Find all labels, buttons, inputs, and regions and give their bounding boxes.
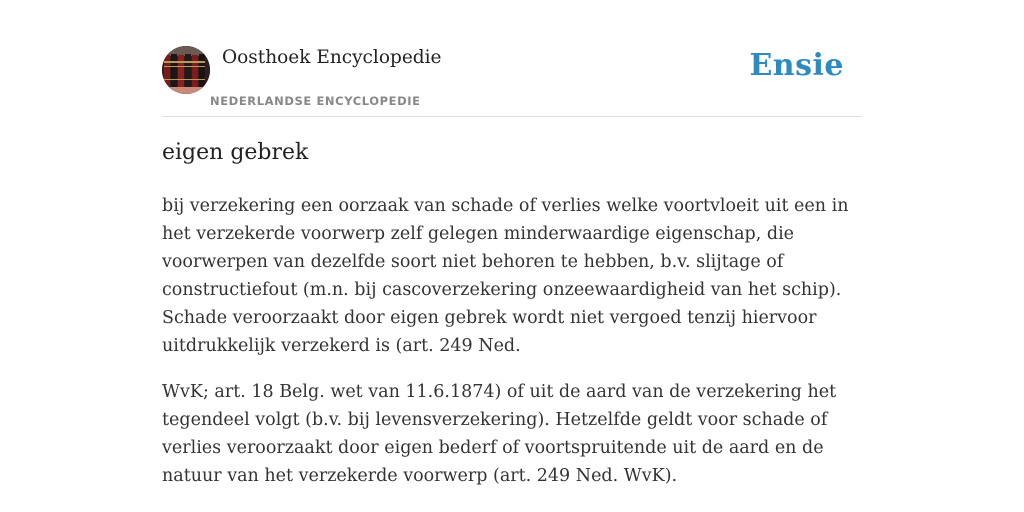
source-name[interactable]: Oosthoek Encyclopedie [222,47,442,68]
article-body [162,192,866,508]
article-paragraph: WvK; art. 18 Belg. wet van 11.6.1874) of uit de aard van de verzekering het tegendeel volgt (b.v. bij levensverzekering). Hetzelfde geldt voor schade of verlies veroorzaakt door eigen bederf of voortspruitende uit de aard en de natuur van het verzekerde voorwerp (art. 249 Ned. WvK). [162,382,837,486]
site-header [162,46,862,117]
article-title: eigen gebrek [162,140,309,165]
source-subtitle: NEDERLANDSE ENCYCLOPEDIE [210,94,421,108]
encyclopedia-books-icon[interactable] [162,46,210,94]
article-paragraph: bij verzekering een oorzaak van schade of verlies welke voortvloeit uit een in het verzekerde voorwerp zelf gelegen minderwaardige eigenschap, die voorwerpen van dezelfde soort niet behoren te hebben, b.v. slijtage of constructiefout (m.n. bij cascoverzekering onzeewaardigheid van het schip). Schade veroorzaakt door eigen gebrek wordt niet vergoed tenzij hiervoor uitdrukkelijk verzekerd is (art. 249 Ned. [162,196,849,356]
brand-logo[interactable]: Ensie [749,48,844,83]
